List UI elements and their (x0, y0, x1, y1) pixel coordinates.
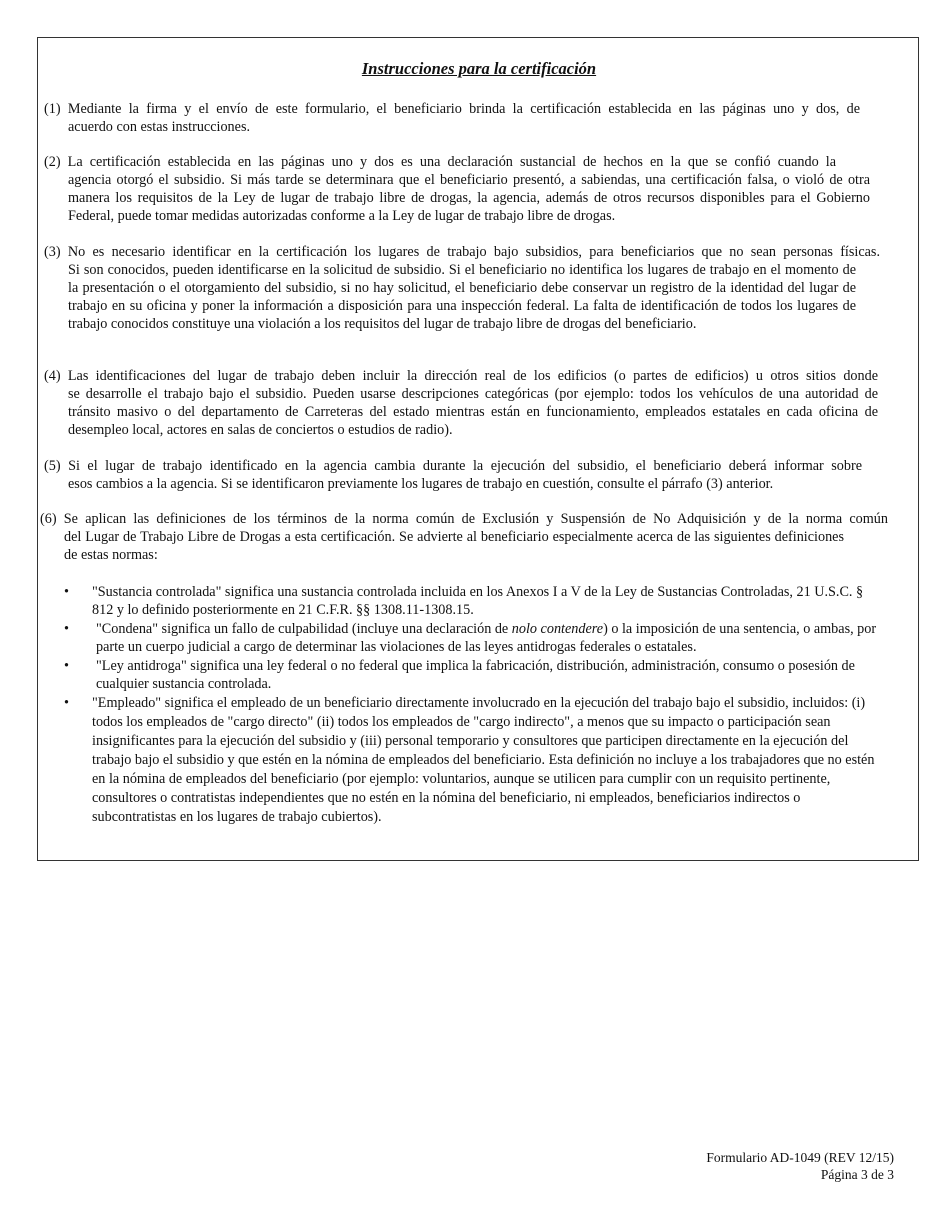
definitions-list (64, 583, 884, 828)
page-number: Página 3 de 3 (820, 1167, 894, 1182)
paragraph-5-body: esos cambios a la agencia. Si se identificaron previamente los lugares de trabajo en cuestión, consulte el párrafo (3) anterior. (68, 476, 774, 492)
bullet-icon: • (64, 621, 69, 637)
paragraph-3-first-line: No es necesario identificar en la certificación los lugares de trabajo bajo subsidios, para beneficiarios que no sean personas físicas. (67, 244, 880, 260)
paragraph-6-first-line: Se aplican las definiciones de los términos de la norma común de Exclusión y Suspensión de No Adquisición y de la norma común (63, 511, 888, 527)
paragraph-1-body: acuerdo con estas instrucciones. (68, 119, 251, 135)
definition-drug-law: "Ley antidroga" significa una ley federal o no federal que implica la fabricación, distribución, administración, consumo o posesión de cualquier sustancia controlada. (96, 658, 855, 692)
paragraph-3 (44, 243, 880, 333)
paragraph-3-body: Si son conocidos, pueden identificarse en la solicitud de subsidio. Si el beneficiario no identifica los lugares de trabajo en el momento de la presentación o el otorgamiento del subsidio, si no hay solicitud, el beneficiario debe conservar un registro de la identidad del lugar de trabajo en su oficina y poner la información a disposición para una inspección federal. La falta de identificación de todos los lugares de trabajo conocidos constituye una violación a los requisitos del lugar de trabajo libre de drogas del beneficiario. (68, 262, 856, 332)
paragraph-2-body: agencia otorgó el subsidio. Si más tarde se determinara que el beneficiario presentó, a sabiendas, una certificación falsa, o violó de otra manera los requisitos de la Ley de lugar de trabajo libre de drogas, la agencia, además de otros recursos disponibles para el Gobierno Federal, puede tomar medidas autorizadas conforme a la Ley de lugar de trabajo libre de drogas. (68, 172, 870, 224)
paragraph-4 (44, 367, 878, 439)
paragraph-6-body: del Lugar de Trabajo Libre de Drogas a esta certificación. Se advierte al beneficiario especialmente acerca de las siguientes definiciones de estas normas: (64, 529, 844, 563)
form-number: Formulario AD-1049 (REV 12/15) (706, 1150, 894, 1165)
list-item (64, 620, 884, 656)
paragraph-6 (40, 510, 888, 564)
paragraph-5 (44, 457, 878, 493)
paragraph-4-number: (4) (44, 368, 61, 384)
definition-controlled-substance: "Sustancia controlada" significa una sustancia controlada incluida en los Anexos I a V de la Ley de Sustancias Controladas, 21 U.S.C. § 812 y lo definido posteriormente en 21 C.F.R. §§ 1308.11-1308.15. (92, 584, 864, 618)
paragraph-1-number: (1) (44, 101, 61, 117)
paragraph-3-number: (3) (44, 244, 61, 260)
paragraph-1-first-line: Mediante la firma y el envío de este formulario, el beneficiario brinda la certificación establecida en las páginas uno y dos, de (67, 101, 860, 117)
list-item (64, 657, 884, 693)
bullet-icon: • (64, 584, 69, 600)
definition-conviction-before: "Condena" significa un fallo de culpabilidad (incluye una declaración de (96, 621, 512, 637)
paragraph-4-body: se desarrolle el trabajo bajo el subsidio. Pueden usarse descripciones categóricas (por ejemplo: todos los vehículos de una autoridad de tránsito masivo o del departamento de Carreteras del estado mientras están en funcionamiento, empleados estatales en cada oficina de desempleo local, actores en salas de conciertos o estudios de radio). (68, 386, 878, 438)
paragraph-2-first-line: La certificación establecida en las páginas uno y dos es una declaración sustancial de hechos en la que se confió cuando la (67, 154, 837, 170)
definition-conviction-italic: nolo contendere (511, 621, 604, 637)
paragraph-2-number: (2) (44, 154, 61, 170)
bullet-icon: • (64, 695, 69, 711)
page-footer (706, 1149, 894, 1183)
paragraph-6-number: (6) (40, 511, 57, 527)
definition-conviction-after: ) o la imposición de una sentencia, o ambas, por parte un cuerpo judicial a cargo de determinar las violaciones de las leyes antidrogas federales o estatales. (96, 621, 877, 655)
page-title: Instrucciones para la certificación (361, 59, 597, 78)
paragraph-1 (44, 100, 860, 136)
bullet-icon: • (64, 658, 69, 674)
paragraph-2 (44, 153, 870, 225)
paragraph-5-number: (5) (44, 458, 61, 474)
instructions-box (37, 37, 919, 861)
paragraph-5-first-line: Si el lugar de trabajo identificado en la agencia cambia durante la ejecución del subsidio, el beneficiario deberá informar sobre (68, 458, 862, 474)
definition-employee: "Empleado" significa el empleado de un beneficiario directamente involucrado en la ejecución del trabajo bajo el subsidio, incluidos: (i) todos los empleados de "cargo directo" (ii) todos los empleados de "cargo indirecto", a menos que su impacto o participación sean insignificantes para la ejecución del subsidio y (iii) personal temporario y consultores que participen directamente en la ejecución del trabajo bajo el subsidio y que estén en la nómina de empleados del beneficiario. Esta definición no incluye a los trabajadores que no estén en la nómina de empleados del beneficiario (por ejemplo: voluntarios, aunque se utilicen para cumplir con un requisito pertinente, consultores o contratistas independientes que no estén en la nómina del beneficiario, ni empleados, beneficiarios indirectos o subcontratistas en los lugares de trabajo cubiertos). (92, 695, 875, 825)
list-item (64, 583, 884, 619)
paragraph-4-first-line: Las identificaciones del lugar de trabajo deben incluir la dirección real de los edificios (o partes de edificios) u otros sitios donde (67, 368, 878, 384)
list-item (64, 694, 884, 827)
